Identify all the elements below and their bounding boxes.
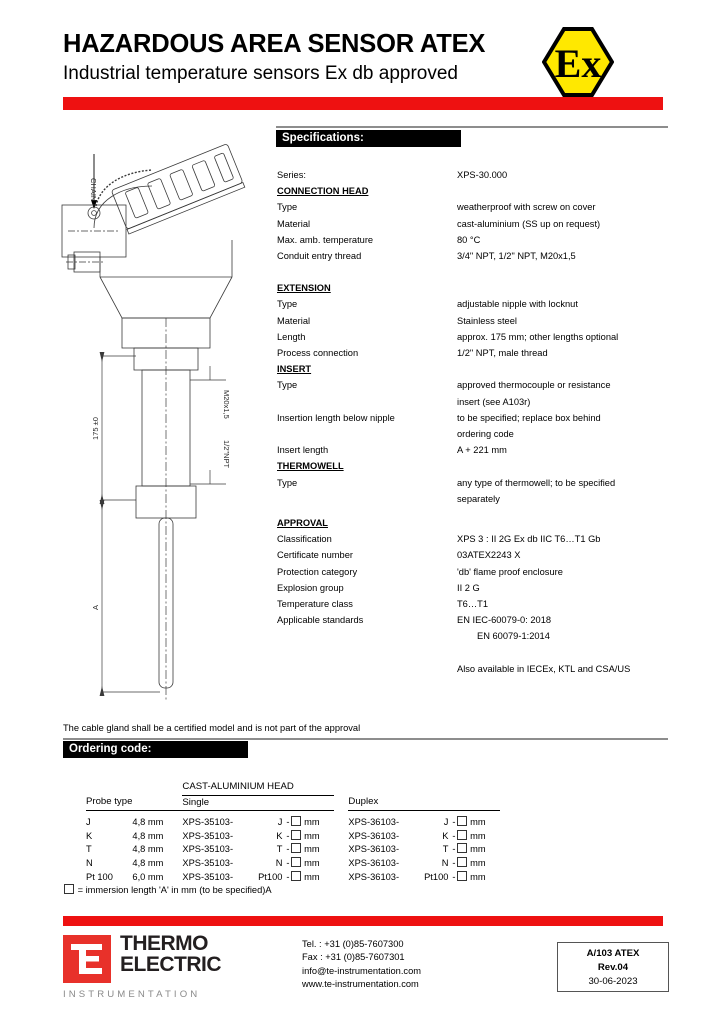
cell-probe-type: Pt 100 (86, 871, 113, 882)
cell-probe-type: N (86, 857, 93, 868)
immersion-box-icon[interactable] (457, 816, 467, 826)
table-row (86, 857, 500, 871)
spec-row (277, 232, 677, 248)
immersion-box-icon[interactable] (291, 871, 301, 881)
spec-value (457, 232, 672, 248)
spec-value-text: any type of thermowell; to be specified (457, 477, 616, 488)
spec-label: Explosion group (277, 582, 344, 593)
cell-single-code: XPS-35103- (182, 817, 234, 828)
specifications-banner: Specifications: (276, 130, 461, 147)
spec-value (457, 531, 672, 547)
te-wordmark-line2: ELECTRIC (120, 953, 221, 976)
cell-single-unit: mm (304, 871, 320, 882)
spec-value (457, 564, 672, 580)
spec-value (457, 475, 672, 507)
spec-section-heading (277, 280, 677, 296)
page-subtitle: Industrial temperature sensors Ex db approved (63, 63, 458, 84)
cell-spacer (334, 857, 348, 871)
cell-duplex-type: N (441, 857, 449, 868)
spec-label: EXTENSION (277, 283, 331, 294)
spec-row (277, 580, 677, 596)
cell-duplex-code: XPS-36103- (348, 830, 400, 841)
spec-value (457, 329, 672, 345)
spec-value (457, 580, 672, 596)
immersion-box-icon[interactable] (291, 816, 301, 826)
spec-spacer (277, 264, 677, 280)
cell-duplex-immersion: - mm (452, 857, 486, 868)
spec-label: Applicable standards (277, 615, 364, 626)
immersion-box-icon[interactable] (291, 843, 301, 853)
spec-label: Process connection (277, 348, 359, 359)
ordering-code-banner: Ordering code: (63, 741, 248, 758)
table-row (86, 830, 500, 844)
spec-label: APPROVAL (277, 518, 328, 529)
spec-value (457, 345, 672, 361)
cell-diameter: 6,0 mm (132, 871, 164, 882)
spec-value-text: XPS-30.000 (457, 170, 508, 180)
spec-row (277, 442, 677, 458)
spec-label: Insert length (277, 445, 329, 456)
spec-label: Type (277, 477, 298, 488)
page-title: HAZARDOUS AREA SENSOR ATEX (63, 30, 486, 58)
table-row (86, 871, 500, 885)
cell-duplex-code: XPS-36103- (348, 844, 400, 855)
cell-duplex-unit: mm (470, 830, 486, 841)
cable-gland-note: The cable gland shall be a certified model and is not part of the approval (63, 723, 361, 733)
cell-duplex-type: J (443, 817, 449, 828)
spec-value (457, 377, 672, 409)
immersion-box-icon[interactable] (457, 830, 467, 840)
immersion-box-icon[interactable] (457, 857, 467, 867)
column-header-duplex: Duplex (348, 795, 414, 811)
immersion-box-icon[interactable] (457, 843, 467, 853)
spec-label: CONNECTION HEAD (277, 186, 369, 197)
drawing-dim-insert: A (91, 604, 100, 610)
cell-duplex-immersion: - mm (452, 830, 486, 841)
drawing-dim-extension: 175 ±0 (91, 417, 100, 440)
column-header-single: Single (182, 795, 248, 811)
cell-duplex-code: XPS-36103- (348, 871, 400, 882)
drawing-dim-thread-top: M20x1,5 (222, 390, 231, 419)
table-row (86, 811, 500, 830)
spec-value-text: T6…T1 (457, 599, 488, 610)
te-wordmark-line1: THERMO (120, 932, 208, 955)
cell-duplex-type: Pt100 (424, 871, 449, 882)
spec-value-text: adjustable nipple with locknut (457, 299, 578, 310)
spec-row (277, 199, 677, 215)
cell-single-code: XPS-35103- (182, 871, 234, 882)
cell-single-code: XPS-35103- (182, 857, 234, 868)
spec-value (457, 248, 672, 264)
spec-label: INSERT (277, 364, 312, 375)
spec-value (457, 410, 672, 442)
cell-single-code: XPS-35103- (182, 830, 234, 841)
immersion-length-box-icon (64, 884, 74, 894)
column-header-probe-type: Probe type (86, 795, 132, 811)
table-row (86, 843, 500, 857)
svg-text:Εx: Εx (554, 41, 602, 86)
spec-section-heading (277, 361, 677, 377)
cell-diameter: 4,8 mm (132, 830, 164, 841)
te-monogram-mark (63, 935, 111, 983)
spec-row (277, 296, 677, 312)
cell-single-immersion: - mm (286, 830, 320, 841)
cell-single-type: N (275, 857, 283, 868)
te-wordmark (120, 933, 221, 975)
cell-duplex-unit: mm (470, 817, 486, 828)
cell-single-type: J (277, 817, 283, 828)
spec-value-text: XPS 3 : II 2G Ex db IIC T6…T1 Gb (457, 534, 601, 545)
cell-single-immersion: - mm (286, 844, 320, 855)
spec-label: Protection category (277, 566, 358, 577)
cell-single-unit: mm (304, 817, 320, 828)
spec-value-text: Stainless steel (457, 315, 517, 326)
spec-value-text: 03ATEX2243 X (457, 550, 521, 561)
spec-row (277, 313, 677, 329)
specifications-availability-note: Also available in IECEx, KTL and CSA/US (457, 663, 631, 674)
spec-value-indented: EN 60079-1:2014 (477, 631, 550, 642)
spec-label: Conduit entry thread (277, 251, 362, 262)
cell-single-unit: mm (304, 830, 320, 841)
cell-duplex-immersion: - mm (452, 817, 486, 828)
spec-value (457, 547, 672, 563)
drawing-label-chain: CHAIN (89, 178, 98, 202)
spec-row (277, 410, 677, 442)
spec-value (457, 596, 672, 612)
immersion-box-icon[interactable] (291, 830, 301, 840)
spec-spacer (277, 645, 677, 661)
spec-label: Temperature class (277, 599, 353, 610)
spec-row (277, 345, 677, 361)
cell-duplex-type: K (442, 830, 449, 841)
spec-value-text: approx. 175 mm; other lengths optional (457, 331, 619, 342)
spec-section-heading (277, 515, 677, 531)
spec-value-text: 'db' flame proof enclosure (457, 566, 563, 577)
cell-duplex-code: XPS-36103- (348, 817, 400, 828)
spec-section-heading (277, 458, 677, 474)
spec-value-text: weatherproof with screw on cover (457, 202, 596, 213)
cell-spacer (334, 871, 348, 885)
spec-label: Material (277, 218, 311, 229)
table-group-header-row (86, 780, 500, 795)
cell-single-code: XPS-35103- (182, 844, 234, 855)
immersion-box-icon[interactable] (291, 857, 301, 867)
cell-duplex-immersion: - mm (452, 871, 486, 882)
spec-value (457, 296, 672, 312)
ordering-code-table (86, 780, 506, 884)
cell-single-unit: mm (304, 857, 320, 868)
table-column-header-row (86, 795, 500, 811)
te-instrumentation-label: INSTRUMENTATION (63, 989, 201, 1000)
revision-date: 30-06-2023 (588, 976, 638, 987)
spec-value-text: II 2 G (457, 582, 480, 593)
spec-value-continuation: ordering code (457, 429, 514, 440)
cell-spacer (334, 811, 348, 830)
cell-probe-type: J (86, 817, 91, 828)
spec-value-continuation: separately (457, 493, 500, 504)
sensor-technical-drawing (60, 140, 275, 710)
cell-diameter: 4,8 mm (132, 844, 164, 855)
spec-value-continuation: insert (see A103r) (457, 396, 531, 407)
revision-doc-code: A/103 ATEX (586, 948, 640, 959)
spec-row (277, 248, 677, 264)
spec-row (277, 216, 677, 232)
spec-value-text: A + 221 mm (457, 445, 507, 456)
spec-label: Material (277, 315, 311, 326)
spec-label: Series: (277, 170, 306, 180)
ordering-footnote (63, 884, 272, 895)
atex-ex-logo (542, 27, 614, 97)
cell-single-immersion: - mm (286, 857, 320, 868)
spec-label: THERMOWELL (277, 461, 344, 472)
cell-duplex-unit: mm (470, 857, 486, 868)
spec-value-text: cast-aluminium (SS up on request) (457, 218, 601, 229)
thermo-electric-logo (63, 932, 233, 1007)
spec-value (457, 216, 672, 232)
specifications-list (277, 167, 677, 677)
spec-label: Max. amb. temperature (277, 234, 374, 245)
spec-row (277, 596, 677, 612)
spec-label: Type (277, 299, 298, 310)
spec-spacer (277, 507, 677, 515)
cell-spacer (334, 830, 348, 844)
specifications-rule (276, 126, 668, 128)
spec-label: Type (277, 380, 298, 391)
spec-value (457, 612, 672, 644)
document-revision-box (557, 942, 669, 992)
spec-row (277, 547, 677, 563)
cell-diameter: 4,8 mm (132, 817, 164, 828)
contact-fax: Fax : +31 (0)85-7607301 (302, 952, 405, 963)
immersion-box-icon[interactable] (457, 871, 467, 881)
cell-single-type: Pt100 (258, 871, 283, 882)
cell-duplex-code: XPS-36103- (348, 857, 400, 868)
spec-section-heading (277, 183, 677, 199)
cell-duplex-type: T (442, 844, 449, 855)
spec-value-text: to be specified; replace box behind (457, 412, 601, 423)
spec-value-text: EN IEC-60079-0: 2018 (457, 615, 552, 626)
spec-value (457, 442, 672, 458)
spec-row (277, 167, 677, 183)
drawing-dim-thread-bottom: 1/2"NPT (222, 440, 231, 469)
footer-contact-block (302, 938, 421, 992)
cell-probe-type: K (86, 830, 93, 841)
spec-value (457, 167, 672, 183)
cell-single-type: K (276, 830, 283, 841)
cell-single-immersion: - mm (286, 817, 320, 828)
cell-single-immersion: - mm (286, 871, 320, 882)
ordering-rule (63, 738, 668, 740)
spec-row (277, 612, 677, 644)
spec-row (277, 531, 677, 547)
spec-label: Insertion length below nipple (277, 412, 395, 423)
group-header-cast-aluminium: CAST-ALUMINIUM HEAD (182, 780, 334, 795)
cell-probe-type: T (86, 844, 92, 855)
spec-row (277, 564, 677, 580)
spec-value-text: 3/4" NPT, 1/2" NPT, M20x1,5 (457, 251, 576, 262)
contact-tel: Tel. : +31 (0)85-7607300 (302, 939, 404, 949)
contact-website[interactable]: www.te-instrumentation.com (302, 979, 419, 990)
spec-value-text: 1/2" NPT, male thread (457, 348, 548, 359)
spec-row (277, 329, 677, 345)
cell-single-type: T (276, 844, 283, 855)
cell-spacer (334, 843, 348, 857)
footer-accent-bar (63, 916, 663, 926)
header-accent-bar (63, 97, 663, 110)
cell-diameter: 4,8 mm (132, 857, 164, 868)
cell-single-unit: mm (304, 844, 320, 855)
cell-duplex-unit: mm (470, 844, 486, 855)
spec-value-text: approved thermocouple or resistance (457, 380, 611, 391)
spec-label: Certificate number (277, 550, 353, 561)
spec-value (457, 199, 672, 215)
spec-value-text: 80 °C (457, 234, 481, 245)
spec-label: Classification (277, 534, 332, 545)
cell-duplex-unit: mm (470, 871, 486, 882)
ordering-footnote-text: = immersion length 'A' in mm (to be specified)A (77, 885, 272, 895)
spec-label: Type (277, 202, 298, 213)
contact-email[interactable]: info@te-instrumentation.com (302, 965, 421, 976)
cell-duplex-immersion: - mm (452, 844, 486, 855)
spec-value (457, 313, 672, 329)
spec-label: Length (277, 331, 306, 342)
spec-row (277, 475, 677, 507)
revision-number: Rev.04 (597, 962, 629, 973)
spec-row (277, 377, 677, 409)
